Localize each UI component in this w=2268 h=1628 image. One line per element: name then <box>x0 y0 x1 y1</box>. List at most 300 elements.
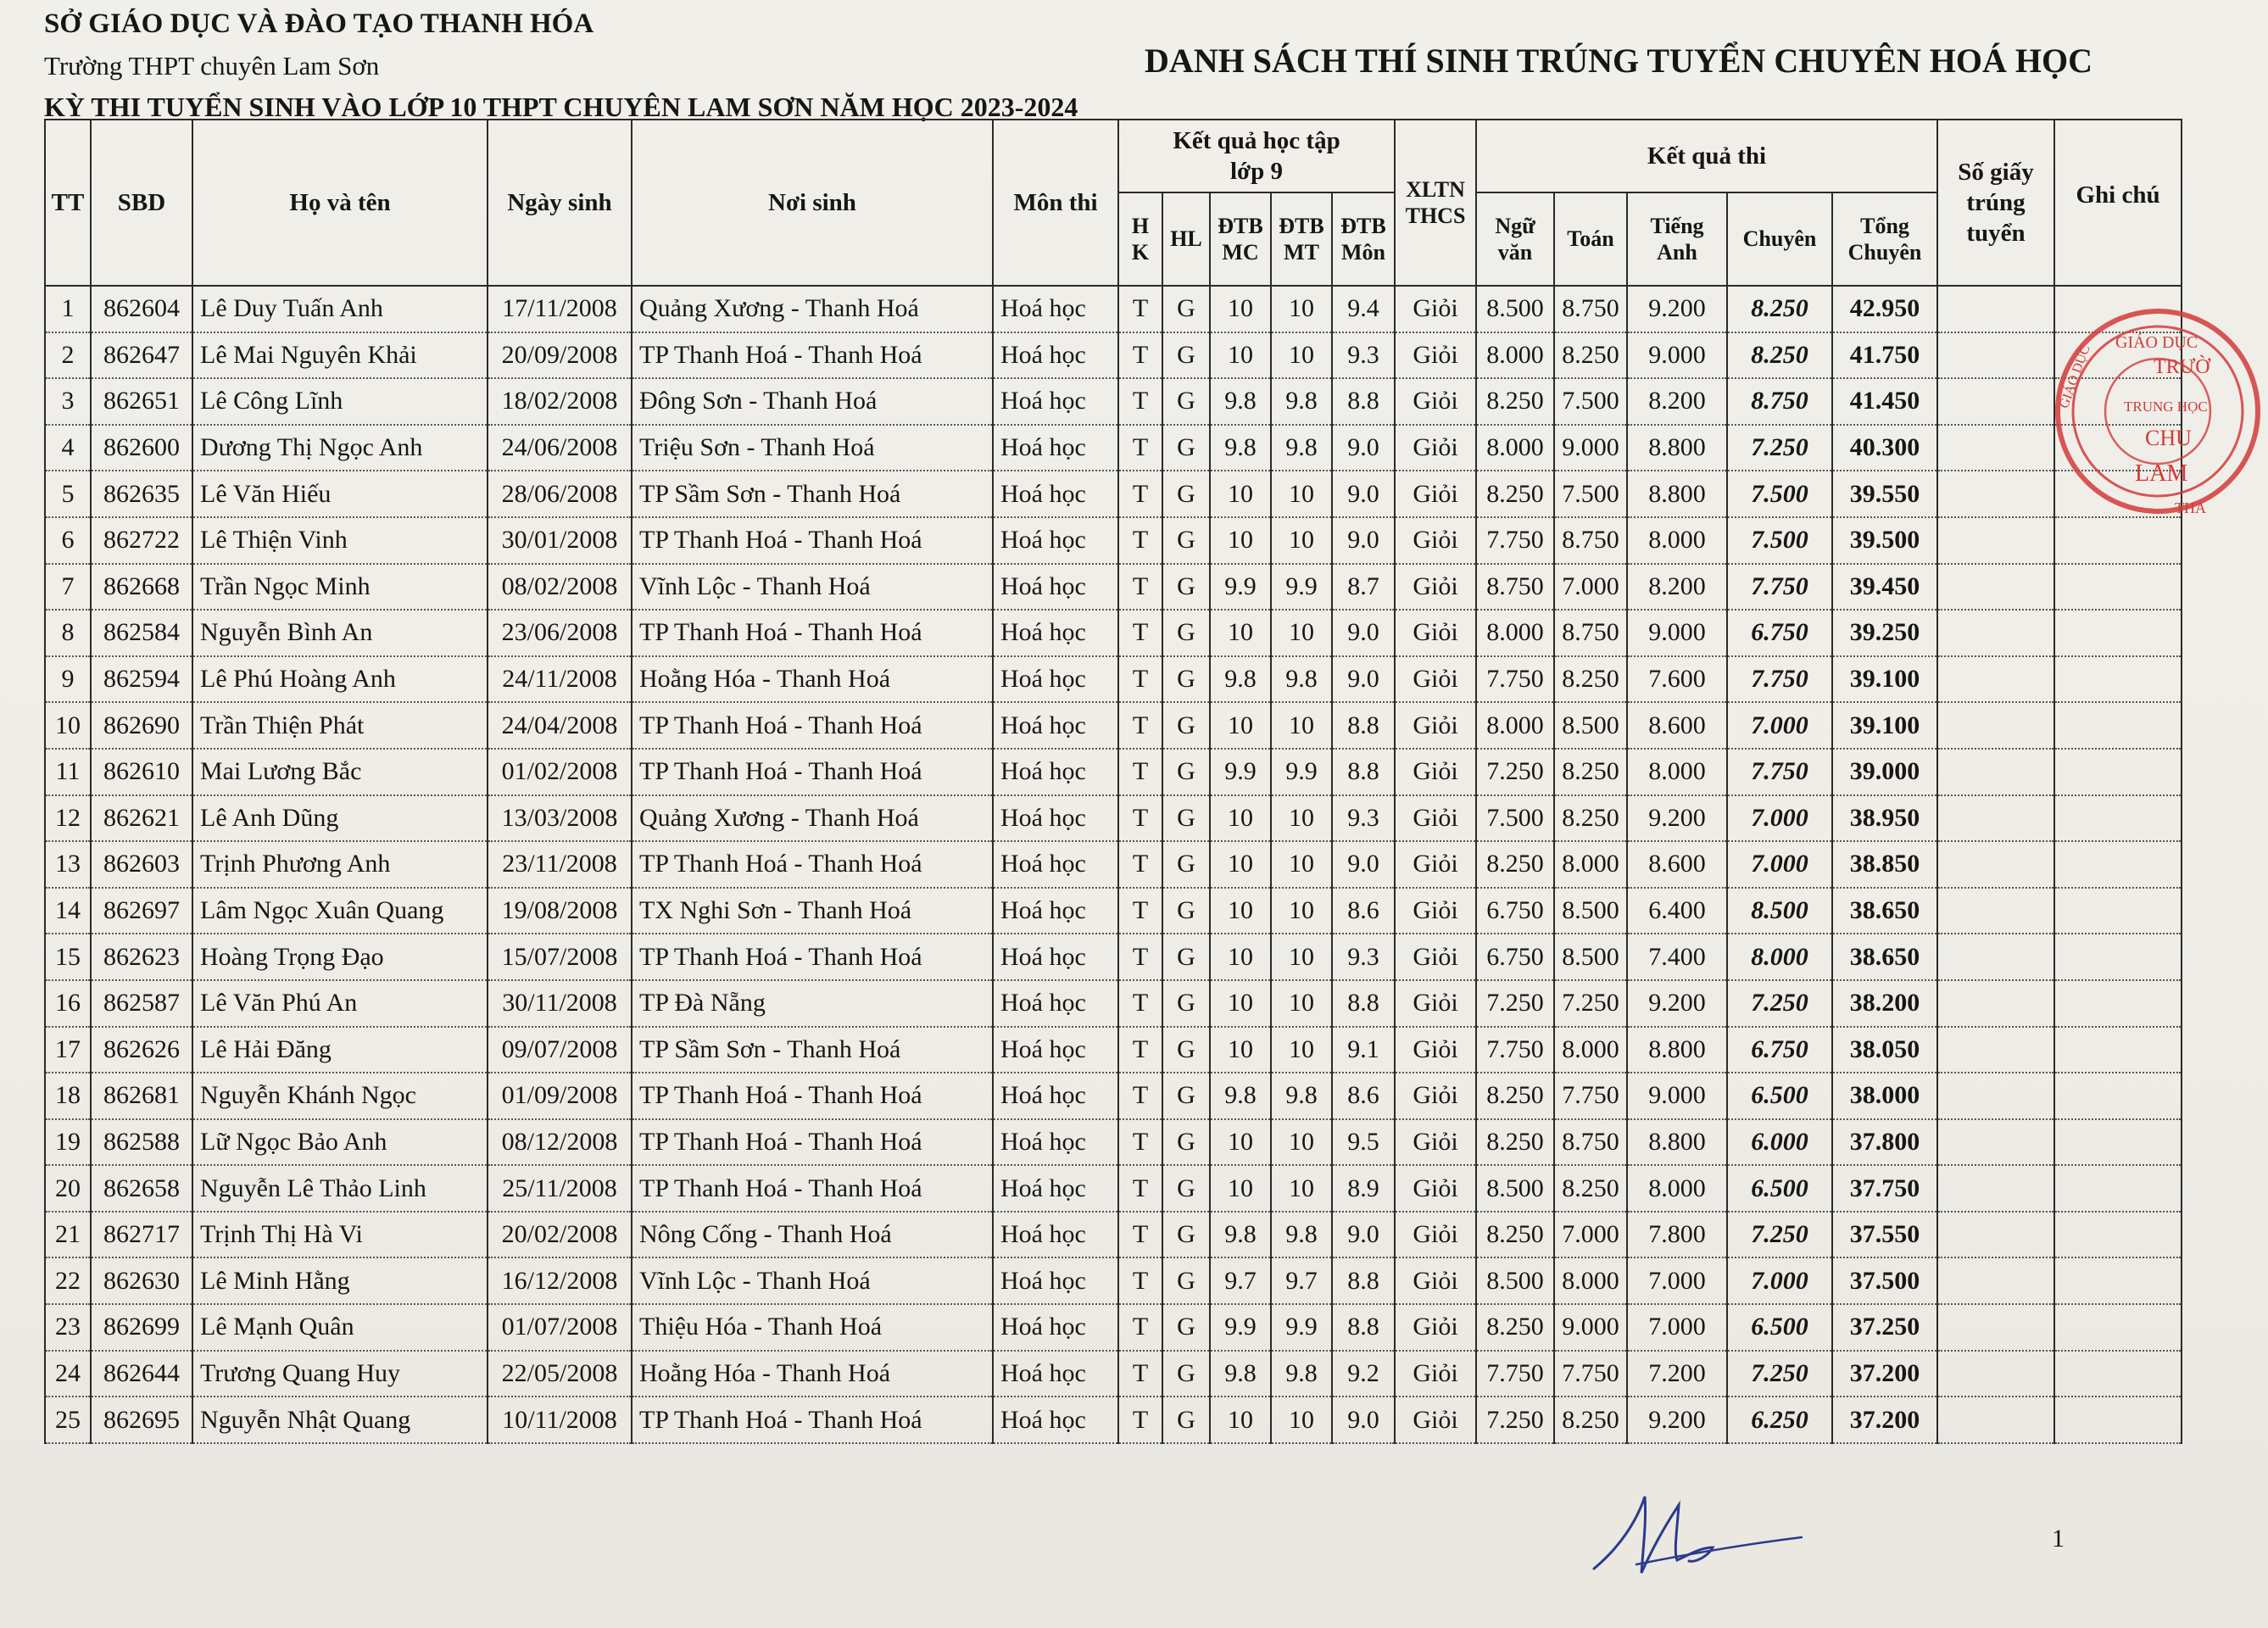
row-anh: 9.000 <box>1627 1073 1727 1119</box>
table-row <box>45 980 2182 1027</box>
row-hl: G <box>1162 471 1210 517</box>
row-dtb-mt: 9.8 <box>1271 1351 1332 1397</box>
row-hk: T <box>1118 1073 1162 1119</box>
row-toan: 9.000 <box>1554 425 1627 471</box>
row-name: Lê Văn Hiếu <box>192 471 488 517</box>
row-tong: 38.650 <box>1832 934 1937 980</box>
row-dtb-mt: 9.8 <box>1271 1073 1332 1119</box>
row-dtb-mc: 10 <box>1210 1119 1271 1166</box>
row-hk: T <box>1118 1212 1162 1258</box>
row-hl: G <box>1162 702 1210 749</box>
row-hk: T <box>1118 378 1162 425</box>
row-birthplace: TP Thanh Hoá - Thanh Hoá <box>632 1165 993 1212</box>
row-name: Dương Thị Ngọc Anh <box>192 425 488 471</box>
col-hl: HL <box>1162 192 1210 286</box>
row-toan: 8.000 <box>1554 1257 1627 1304</box>
col-dtb-mt: ĐTB MT <box>1271 192 1332 286</box>
col-xltn: XLTN THCS <box>1395 120 1476 286</box>
row-xltn: Giỏi <box>1395 1257 1476 1304</box>
row-dtb-mon: 9.0 <box>1332 841 1395 888</box>
row-hk: T <box>1118 610 1162 656</box>
row-certificate <box>1937 1212 2054 1258</box>
row-dob: 24/11/2008 <box>488 656 632 703</box>
row-chuyen: 6.250 <box>1727 1397 1832 1443</box>
row-tt: 25 <box>45 1397 91 1443</box>
row-hl: G <box>1162 1119 1210 1166</box>
row-tt: 12 <box>45 795 91 842</box>
row-hk: T <box>1118 795 1162 842</box>
school-name: chuyên Lam Sơn <box>200 51 380 81</box>
col-grade9-group: Kết quả học tập lớp 9 <box>1118 120 1395 192</box>
table-row <box>45 1351 2182 1397</box>
row-chuyen: 6.750 <box>1727 610 1832 656</box>
row-van: 7.250 <box>1476 1397 1554 1443</box>
row-tong: 39.500 <box>1832 517 1937 564</box>
row-tong: 39.550 <box>1832 471 1937 517</box>
row-certificate <box>1937 1027 2054 1073</box>
row-dob: 20/02/2008 <box>488 1212 632 1258</box>
row-hl: G <box>1162 1304 1210 1351</box>
row-dtb-mc: 10 <box>1210 471 1271 517</box>
row-birthplace: TP Sầm Sơn - Thanh Hoá <box>632 471 993 517</box>
row-hl: G <box>1162 656 1210 703</box>
row-subject: Hoá học <box>993 1027 1118 1073</box>
row-dtb-mc: 10 <box>1210 517 1271 564</box>
row-xltn: Giỏi <box>1395 934 1476 980</box>
row-dtb-mon: 8.8 <box>1332 980 1395 1027</box>
row-toan: 8.750 <box>1554 517 1627 564</box>
row-dtb-mon: 9.3 <box>1332 934 1395 980</box>
row-van: 8.500 <box>1476 1165 1554 1212</box>
row-xltn: Giỏi <box>1395 564 1476 610</box>
row-van: 7.750 <box>1476 517 1554 564</box>
row-anh: 8.800 <box>1627 1119 1727 1166</box>
row-hk: T <box>1118 888 1162 934</box>
row-van: 8.250 <box>1476 841 1554 888</box>
row-chuyen: 8.250 <box>1727 332 1832 379</box>
row-subject: Hoá học <box>993 1119 1118 1166</box>
row-xltn: Giỏi <box>1395 702 1476 749</box>
row-toan: 7.500 <box>1554 471 1627 517</box>
row-xltn: Giỏi <box>1395 980 1476 1027</box>
row-van: 7.750 <box>1476 1351 1554 1397</box>
row-sbd: 862690 <box>91 702 192 749</box>
row-certificate <box>1937 702 2054 749</box>
row-certificate <box>1937 517 2054 564</box>
row-name: Nguyễn Lê Thảo Linh <box>192 1165 488 1212</box>
row-dob: 08/02/2008 <box>488 564 632 610</box>
row-sbd: 862600 <box>91 425 192 471</box>
row-tt: 24 <box>45 1351 91 1397</box>
row-name: Mai Lương Bắc <box>192 749 488 795</box>
row-van: 8.250 <box>1476 1119 1554 1166</box>
row-dtb-mt: 10 <box>1271 471 1332 517</box>
row-name: Lê Anh Dũng <box>192 795 488 842</box>
row-van: 7.250 <box>1476 980 1554 1027</box>
row-dob: 17/11/2008 <box>488 286 632 332</box>
row-tt: 19 <box>45 1119 91 1166</box>
row-note <box>2054 1073 2182 1119</box>
seal-text-5: LAM <box>2135 460 2188 487</box>
row-dtb-mon: 9.3 <box>1332 332 1395 379</box>
row-hk: T <box>1118 656 1162 703</box>
row-van: 8.250 <box>1476 1073 1554 1119</box>
row-dtb-mt: 9.8 <box>1271 656 1332 703</box>
row-van: 6.750 <box>1476 934 1554 980</box>
row-dtb-mt: 10 <box>1271 332 1332 379</box>
table-row <box>45 749 2182 795</box>
row-tt: 1 <box>45 286 91 332</box>
row-dtb-mon: 8.6 <box>1332 1073 1395 1119</box>
col-birthplace: Nơi sinh <box>632 120 993 286</box>
row-dtb-mt: 9.8 <box>1271 425 1332 471</box>
row-subject: Hoá học <box>993 1212 1118 1258</box>
row-tong: 39.450 <box>1832 564 1937 610</box>
row-dtb-mc: 10 <box>1210 702 1271 749</box>
row-certificate <box>1937 425 2054 471</box>
row-dtb-mc: 10 <box>1210 610 1271 656</box>
row-certificate <box>1937 1257 2054 1304</box>
row-hk: T <box>1118 517 1162 564</box>
row-tt: 15 <box>45 934 91 980</box>
col-anh: Tiếng Anh <box>1627 192 1727 286</box>
row-dob: 28/06/2008 <box>488 471 632 517</box>
row-certificate <box>1937 980 2054 1027</box>
row-dtb-mc: 10 <box>1210 286 1271 332</box>
row-chuyen: 7.000 <box>1727 1257 1832 1304</box>
row-tt: 3 <box>45 378 91 425</box>
row-tt: 18 <box>45 1073 91 1119</box>
row-tt: 17 <box>45 1027 91 1073</box>
row-dtb-mon: 9.0 <box>1332 517 1395 564</box>
row-van: 6.750 <box>1476 888 1554 934</box>
row-sbd: 862630 <box>91 1257 192 1304</box>
row-dtb-mt: 10 <box>1271 841 1332 888</box>
row-dtb-mc: 9.8 <box>1210 1351 1271 1397</box>
row-certificate <box>1937 795 2054 842</box>
row-hk: T <box>1118 841 1162 888</box>
row-xltn: Giỏi <box>1395 610 1476 656</box>
document-title: DANH SÁCH THÍ SINH TRÚNG TUYỂN CHUYÊN HOÁ HỌC <box>1145 42 2092 80</box>
row-toan: 8.250 <box>1554 1165 1627 1212</box>
row-van: 8.750 <box>1476 564 1554 610</box>
row-chuyen: 8.000 <box>1727 934 1832 980</box>
row-tt: 20 <box>45 1165 91 1212</box>
row-sbd: 862587 <box>91 980 192 1027</box>
row-toan: 7.750 <box>1554 1073 1627 1119</box>
table-row <box>45 1073 2182 1119</box>
row-toan: 8.000 <box>1554 1027 1627 1073</box>
row-van: 8.250 <box>1476 471 1554 517</box>
row-hl: G <box>1162 378 1210 425</box>
row-tt: 5 <box>45 471 91 517</box>
table-row <box>45 702 2182 749</box>
row-note <box>2054 1397 2182 1443</box>
row-toan: 8.500 <box>1554 934 1627 980</box>
row-hk: T <box>1118 1304 1162 1351</box>
row-tong: 39.250 <box>1832 610 1937 656</box>
row-dtb-mc: 9.7 <box>1210 1257 1271 1304</box>
row-chuyen: 7.500 <box>1727 517 1832 564</box>
row-dtb-mt: 10 <box>1271 795 1332 842</box>
row-xltn: Giỏi <box>1395 332 1476 379</box>
row-toan: 7.750 <box>1554 1351 1627 1397</box>
row-sbd: 862621 <box>91 795 192 842</box>
row-dtb-mon: 9.0 <box>1332 471 1395 517</box>
row-sbd: 862584 <box>91 610 192 656</box>
row-tong: 41.750 <box>1832 332 1937 379</box>
row-dtb-mon: 8.9 <box>1332 1165 1395 1212</box>
row-dob: 09/07/2008 <box>488 1027 632 1073</box>
row-anh: 9.200 <box>1627 286 1727 332</box>
row-dtb-mc: 10 <box>1210 1165 1271 1212</box>
col-sbd: SBD <box>91 120 192 286</box>
row-xltn: Giỏi <box>1395 1212 1476 1258</box>
row-tong: 42.950 <box>1832 286 1937 332</box>
row-name: Lê Mai Nguyên Khải <box>192 332 488 379</box>
table-row <box>45 841 2182 888</box>
row-toan: 8.750 <box>1554 610 1627 656</box>
col-dob: Ngày sinh <box>488 120 632 286</box>
row-xltn: Giỏi <box>1395 749 1476 795</box>
row-dtb-mon: 9.0 <box>1332 425 1395 471</box>
row-note <box>2054 980 2182 1027</box>
row-certificate <box>1937 841 2054 888</box>
row-tt: 4 <box>45 425 91 471</box>
row-sbd: 862699 <box>91 1304 192 1351</box>
row-sbd: 862697 <box>91 888 192 934</box>
row-certificate <box>1937 564 2054 610</box>
row-note <box>2054 1257 2182 1304</box>
row-hl: G <box>1162 332 1210 379</box>
row-chuyen: 7.750 <box>1727 656 1832 703</box>
row-subject: Hoá học <box>993 1351 1118 1397</box>
row-hl: G <box>1162 610 1210 656</box>
row-xltn: Giỏi <box>1395 1304 1476 1351</box>
row-birthplace: TP Thanh Hoá - Thanh Hoá <box>632 610 993 656</box>
row-hl: G <box>1162 1073 1210 1119</box>
row-dob: 18/02/2008 <box>488 378 632 425</box>
row-xltn: Giỏi <box>1395 795 1476 842</box>
row-anh: 7.200 <box>1627 1351 1727 1397</box>
row-sbd: 862603 <box>91 841 192 888</box>
row-anh: 9.200 <box>1627 980 1727 1027</box>
row-dtb-mc: 10 <box>1210 980 1271 1027</box>
row-dtb-mc: 10 <box>1210 888 1271 934</box>
row-anh: 8.200 <box>1627 378 1727 425</box>
table-row <box>45 425 2182 471</box>
row-tt: 8 <box>45 610 91 656</box>
row-chuyen: 7.250 <box>1727 425 1832 471</box>
row-toan: 7.500 <box>1554 378 1627 425</box>
table-row <box>45 610 2182 656</box>
row-dtb-mc: 9.8 <box>1210 378 1271 425</box>
row-sbd: 862717 <box>91 1212 192 1258</box>
row-name: Lê Hải Đăng <box>192 1027 488 1073</box>
row-subject: Hoá học <box>993 425 1118 471</box>
row-dtb-mc: 9.9 <box>1210 1304 1271 1351</box>
seal-text-4: CHU <box>2145 426 2192 450</box>
row-tt: 6 <box>45 517 91 564</box>
row-certificate <box>1937 1304 2054 1351</box>
col-subject: Môn thi <box>993 120 1118 286</box>
row-note <box>2054 564 2182 610</box>
row-xltn: Giỏi <box>1395 841 1476 888</box>
row-xltn: Giỏi <box>1395 1397 1476 1443</box>
row-note <box>2054 1165 2182 1212</box>
row-sbd: 862681 <box>91 1073 192 1119</box>
row-dtb-mon: 8.8 <box>1332 702 1395 749</box>
row-birthplace: Quảng Xương - Thanh Hoá <box>632 286 993 332</box>
row-xltn: Giỏi <box>1395 517 1476 564</box>
row-toan: 8.250 <box>1554 1397 1627 1443</box>
row-subject: Hoá học <box>993 517 1118 564</box>
row-note <box>2054 1119 2182 1166</box>
row-note <box>2054 702 2182 749</box>
row-dtb-mt: 10 <box>1271 702 1332 749</box>
row-sbd: 862610 <box>91 749 192 795</box>
org-name: SỞ GIÁO DỤC VÀ ĐÀO TẠO THANH HÓA <box>44 8 594 39</box>
col-chuyen: Chuyên <box>1727 192 1832 286</box>
row-tt: 10 <box>45 702 91 749</box>
row-sbd: 862635 <box>91 471 192 517</box>
table-row <box>45 1212 2182 1258</box>
row-xltn: Giỏi <box>1395 471 1476 517</box>
row-tt: 13 <box>45 841 91 888</box>
row-dtb-mc: 9.8 <box>1210 425 1271 471</box>
row-birthplace: TP Thanh Hoá - Thanh Hoá <box>632 934 993 980</box>
row-anh: 7.800 <box>1627 1212 1727 1258</box>
row-subject: Hoá học <box>993 332 1118 379</box>
row-toan: 7.000 <box>1554 564 1627 610</box>
row-certificate <box>1937 656 2054 703</box>
row-name: Trịnh Phương Anh <box>192 841 488 888</box>
row-tong: 37.550 <box>1832 1212 1937 1258</box>
row-anh: 8.000 <box>1627 517 1727 564</box>
row-hk: T <box>1118 934 1162 980</box>
row-name: Nguyễn Nhật Quang <box>192 1397 488 1443</box>
row-hl: G <box>1162 517 1210 564</box>
col-van: Ngữ văn <box>1476 192 1554 286</box>
school-line <box>44 53 1078 93</box>
row-birthplace: Quảng Xương - Thanh Hoá <box>632 795 993 842</box>
row-xltn: Giỏi <box>1395 1119 1476 1166</box>
row-dob: 24/06/2008 <box>488 425 632 471</box>
school-seal <box>2048 301 2268 521</box>
row-hk: T <box>1118 286 1162 332</box>
col-results-group: Kết quả thi <box>1476 120 1937 192</box>
row-subject: Hoá học <box>993 656 1118 703</box>
row-tong: 37.200 <box>1832 1351 1937 1397</box>
row-xltn: Giỏi <box>1395 1165 1476 1212</box>
row-xltn: Giỏi <box>1395 1027 1476 1073</box>
row-name: Lâm Ngọc Xuân Quang <box>192 888 488 934</box>
row-toan: 8.750 <box>1554 286 1627 332</box>
row-sbd: 862626 <box>91 1027 192 1073</box>
row-dtb-mt: 10 <box>1271 517 1332 564</box>
row-name: Nguyễn Khánh Ngọc <box>192 1073 488 1119</box>
row-tt: 11 <box>45 749 91 795</box>
row-anh: 7.400 <box>1627 934 1727 980</box>
table-row <box>45 378 2182 425</box>
table-row <box>45 471 2182 517</box>
row-subject: Hoá học <box>993 1257 1118 1304</box>
row-van: 8.250 <box>1476 1212 1554 1258</box>
table-row <box>45 332 2182 379</box>
row-certificate <box>1937 378 2054 425</box>
row-anh: 8.800 <box>1627 471 1727 517</box>
row-xltn: Giỏi <box>1395 656 1476 703</box>
row-sbd: 862695 <box>91 1397 192 1443</box>
row-tong: 38.050 <box>1832 1027 1937 1073</box>
row-birthplace: TP Thanh Hoá - Thanh Hoá <box>632 332 993 379</box>
row-dtb-mon: 8.8 <box>1332 749 1395 795</box>
row-certificate <box>1937 749 2054 795</box>
row-tong: 38.850 <box>1832 841 1937 888</box>
row-toan: 8.250 <box>1554 332 1627 379</box>
row-dob: 22/05/2008 <box>488 1351 632 1397</box>
row-certificate <box>1937 1397 2054 1443</box>
seal-text-1: GIÁO DỤC <box>2115 333 2198 352</box>
row-xltn: Giỏi <box>1395 1073 1476 1119</box>
row-sbd: 862594 <box>91 656 192 703</box>
row-dtb-mc: 10 <box>1210 841 1271 888</box>
row-birthplace: Thiệu Hóa - Thanh Hoá <box>632 1304 993 1351</box>
row-hl: G <box>1162 795 1210 842</box>
row-dtb-mc: 9.8 <box>1210 1073 1271 1119</box>
row-name: Trương Quang Huy <box>192 1351 488 1397</box>
row-hk: T <box>1118 1351 1162 1397</box>
row-dob: 30/01/2008 <box>488 517 632 564</box>
row-toan: 8.250 <box>1554 795 1627 842</box>
row-hl: G <box>1162 1212 1210 1258</box>
row-dob: 16/12/2008 <box>488 1257 632 1304</box>
row-toan: 7.000 <box>1554 1212 1627 1258</box>
row-name: Hoàng Trọng Đạo <box>192 934 488 980</box>
row-van: 8.000 <box>1476 332 1554 379</box>
row-note <box>2054 888 2182 934</box>
row-dob: 19/08/2008 <box>488 888 632 934</box>
row-xltn: Giỏi <box>1395 286 1476 332</box>
row-hk: T <box>1118 749 1162 795</box>
row-birthplace: Hoằng Hóa - Thanh Hoá <box>632 656 993 703</box>
row-toan: 8.500 <box>1554 888 1627 934</box>
row-note <box>2054 841 2182 888</box>
row-dob: 15/07/2008 <box>488 934 632 980</box>
row-van: 8.250 <box>1476 378 1554 425</box>
row-anh: 8.800 <box>1627 1027 1727 1073</box>
row-xltn: Giỏi <box>1395 888 1476 934</box>
row-chuyen: 8.250 <box>1727 286 1832 332</box>
row-dtb-mc: 10 <box>1210 795 1271 842</box>
row-dtb-mon: 9.0 <box>1332 1212 1395 1258</box>
row-anh: 8.600 <box>1627 841 1727 888</box>
row-sbd: 862658 <box>91 1165 192 1212</box>
row-subject: Hoá học <box>993 1165 1118 1212</box>
row-toan: 9.000 <box>1554 1304 1627 1351</box>
row-dtb-mt: 10 <box>1271 610 1332 656</box>
col-hk: H K <box>1118 192 1162 286</box>
row-dob: 01/09/2008 <box>488 1073 632 1119</box>
row-certificate <box>1937 1119 2054 1166</box>
row-note <box>2054 517 2182 564</box>
row-tong: 38.200 <box>1832 980 1937 1027</box>
row-tong: 40.300 <box>1832 425 1937 471</box>
row-name: Lê Thiện Vinh <box>192 517 488 564</box>
row-dtb-mc: 10 <box>1210 332 1271 379</box>
row-anh: 8.600 <box>1627 702 1727 749</box>
row-anh: 8.200 <box>1627 564 1727 610</box>
